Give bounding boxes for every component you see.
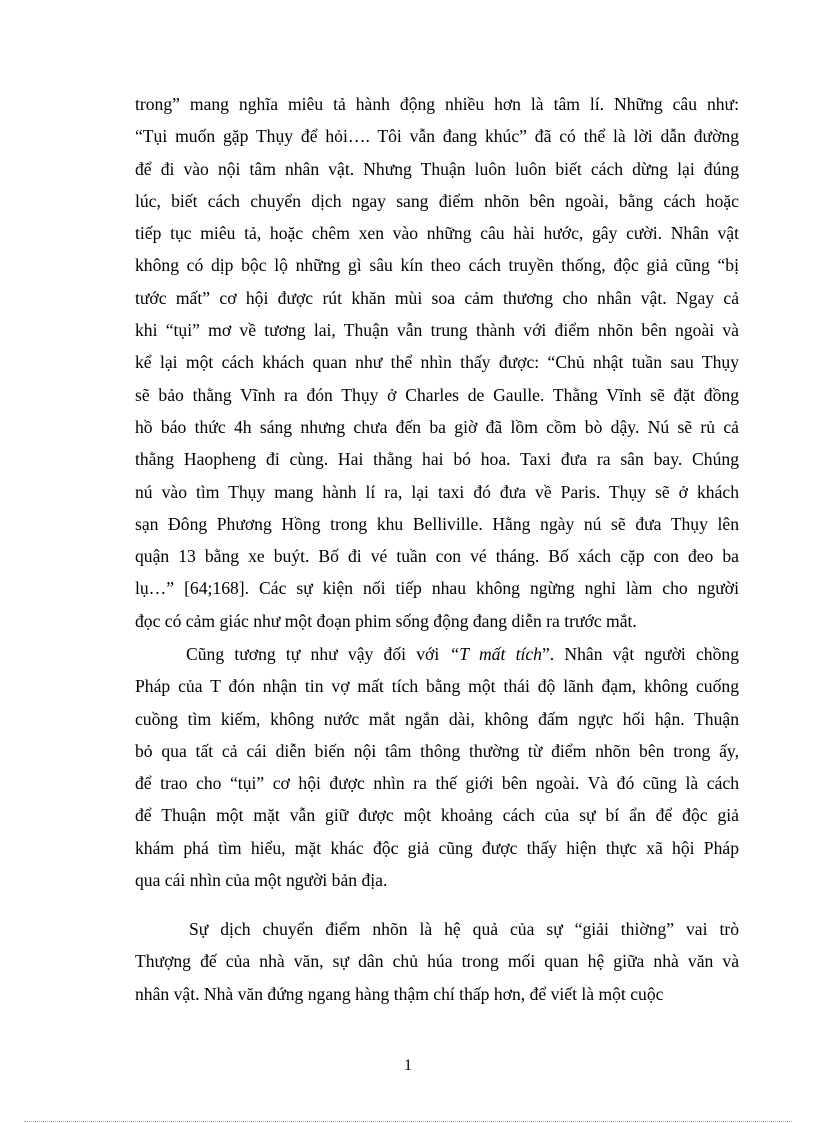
text-line: nú vào tìm Thụy mang hành lí ra, lại taxi đó đưa về Paris. Thụy sẽ ở khách <box>135 481 739 502</box>
text-line: trong” mang nghĩa miêu tả hành động nhiều hơn là tâm lí. Những câu như: <box>135 94 739 114</box>
text-line: sẽ bảo thằng Vĩnh ra đón Thụy ở Charles de Gaulle. Thằng Vĩnh sẽ đặt đồng <box>135 384 739 405</box>
text-line: không có dịp bộc lộ những gì sâu kín theo cách truyền thống, độc giả cũng “bị <box>135 255 739 276</box>
text-line: quận 13 bằng xe buýt. Bố đi vé tuần con vé tháng. Bố xách cặp con đeo ba <box>135 546 739 567</box>
text-line: đọc có cảm giác như một đoạn phim sống động đang diễn ra trước mắt. <box>135 610 637 631</box>
text-line: hồ báo thức 4h sáng nhưng chưa đến ba giờ đã lồm cồm bò dậy. Nú sẽ rủ cả <box>135 416 739 437</box>
text-line: để Thuận một mặt vẫn giữ được một khoảng cách của sự bí ẩn để độc giả <box>135 805 739 826</box>
text-line: khi “tụi” mơ về tương lai, Thuận vẫn trung thành với điểm nhõn bên ngoài và <box>135 320 739 341</box>
paragraph-3 <box>135 913 739 1010</box>
italic-title: “T mất tích <box>449 644 542 664</box>
text-line: thằng Haopheng đi cùng. Hai thằng hai bó hoa. Taxi đưa ra sân bay. Chúng <box>135 449 739 470</box>
page-number: 1 <box>404 1057 412 1074</box>
text-line: kể lại một cách khách quan như thể nhìn thấy được: “Chủ nhật tuần sau Thụy <box>135 352 739 373</box>
text-line: sạn Đông Phương Hồng trong khu Belliville. Hằng ngày nú sẽ đưa Thụy lên <box>135 513 739 534</box>
text-line: Thượng đế của nhà văn, sự dân chủ húa trong mối quan hệ giữa nhà văn và <box>135 951 739 972</box>
text-line: khám phá tìm hiểu, mặt khác độc giả cũng được thấy hiện thực xã hội Pháp <box>135 837 739 858</box>
paragraph-2 <box>135 638 739 896</box>
page-bottom-border <box>24 1121 792 1122</box>
text-line: Sự dịch chuyển điểm nhõn là hệ quả của sự “giải thiờng” vai trò <box>189 919 739 939</box>
text-line: để đi vào nội tâm nhân vật. Nhưng Thuận luôn luôn biết cách dừng lại đúng <box>135 158 739 179</box>
text-line: để trao cho “tụi” cơ hội được nhìn ra thế giới bên ngoài. Và đó cũng là cách <box>135 773 739 794</box>
text-line: cuồng tìm kiếm, không nước mắt ngắn dài, không đấm ngực hối hận. Thuận <box>135 708 739 729</box>
text-line: “Tụi muốn gặp Thụy để hỏi…. Tôi vẫn đang khúc” đã có thể là lời dẫn đường <box>135 126 739 147</box>
paragraph-1 <box>135 88 739 637</box>
text-line: lụ…” [64;168]. Các sự kiện nối tiếp nhau không ngừng nghỉ làm cho người <box>135 578 739 599</box>
text-line: Pháp của T đón nhận tin vợ mất tích bằng một thái độ lãnh đạm, không cuống <box>135 676 739 697</box>
text-line: qua cái nhìn của một người bản địa. <box>135 870 388 891</box>
text-line: nhân vật. Nhà văn đứng ngang hàng thậm chí thấp hơn, để viết là một cuộc <box>135 983 664 1004</box>
text-line: lúc, biết cách chuyển dịch ngay sang điểm nhõn bên ngoài, bằng cách hoặc <box>135 190 739 211</box>
text-line: Cũng tương tự như vậy đối với “T mất tích”. Nhân vật người chồng <box>186 644 739 664</box>
text-line: tước mất” cơ hội được rút khăn mùi soa cảm thương cho nhân vật. Ngay cả <box>135 287 739 308</box>
text-line: tiếp tục miêu tả, hoặc chêm xen vào những câu hài hước, gây cười. Nhân vật <box>135 223 739 244</box>
text-line: bỏ qua tất cả cái diễn biến nội tâm thông thường từ điểm nhõn bên trong ấy, <box>135 740 739 761</box>
